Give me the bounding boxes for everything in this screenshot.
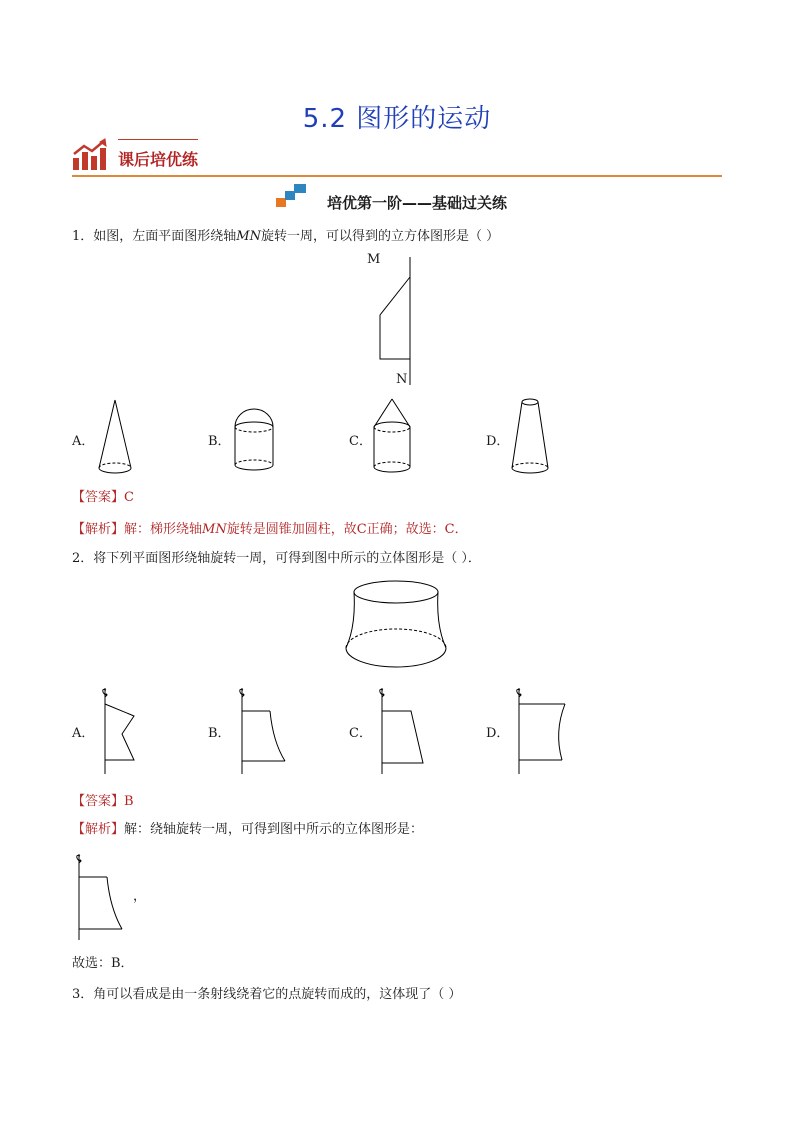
q2-option-d-shape (512, 684, 572, 776)
page-title: 5.2 图形的运动 (302, 104, 492, 134)
q1-stem-tail: 旋转一周，可以得到的立方体图形是（ ） (260, 229, 500, 244)
q1-answer (72, 486, 134, 505)
q1-stem: 1．如图，左面平面图形绕轴 (72, 229, 237, 244)
q2-conclusion: 故选：B． (72, 956, 134, 971)
q1-analysis-axis: MN (202, 522, 227, 537)
q1-answer-value: C (124, 490, 134, 505)
section-heading (0, 192, 794, 213)
q1-option-b: B． (208, 434, 231, 449)
q2-stem: 2．将下列平面图形绕轴旋转一周，可得到图中所示的立体图形是（ ）． (72, 551, 481, 566)
q2-solid-figure (340, 578, 455, 673)
q2-analysis (72, 821, 423, 839)
q2-option-a: A． (72, 726, 95, 741)
q2-option-c-shape (375, 684, 430, 776)
q2-answer (72, 790, 134, 809)
q1-option-a: A． (72, 434, 95, 449)
header-rule (72, 175, 722, 177)
q1-option-c: C． (349, 434, 372, 449)
q1-hemisphere-cylinder-shape (232, 405, 276, 477)
q1-analysis-pre: 解：梯形绕轴 (124, 522, 203, 537)
q1-trapezoid-figure (370, 255, 420, 390)
q2-analysis-label: 【解析】 (72, 822, 125, 837)
q1-analysis-label: 【解析】 (72, 522, 125, 537)
brand-label: 课后培优练 (118, 150, 199, 169)
label-n: N (396, 372, 408, 387)
q1-analysis (72, 518, 468, 537)
q1-axis: MN (236, 229, 261, 244)
section-heading-text: 培优第一阶——基础过关练 (326, 194, 507, 212)
brand-line (118, 139, 198, 140)
q2-answer-value: B (124, 794, 134, 809)
q2-option-d: D． (486, 726, 510, 741)
q1-cone-shape (95, 398, 135, 478)
q2-option-b-shape (235, 684, 290, 776)
q1-frustum-shape (508, 396, 552, 480)
q1-option-d: D． (486, 434, 510, 449)
q2-analysis-text: 解：绕轴旋转一周，可得到图中所示的立体图形是： (124, 822, 424, 837)
q1-cone-cylinder-shape (370, 397, 414, 479)
q2-answer-label: 【答案】 (72, 794, 125, 809)
q2-option-c: C． (349, 726, 372, 741)
trend-chart-icon (72, 138, 108, 172)
label-m: M (367, 252, 381, 267)
q2-solution-comma: ， (133, 889, 147, 904)
q1-analysis-post: 旋转是圆锥加圆柱，故C正确；故选：C． (226, 522, 468, 537)
q2-option-a-shape (98, 684, 138, 776)
q2-solution-shape (72, 850, 132, 942)
q2-option-b: B． (208, 726, 231, 741)
q1-answer-label: 【答案】 (72, 490, 125, 505)
question-1-stem (72, 228, 499, 246)
q3-stem: 3．角可以看成是由一条射线绕着它的点旋转而成的，这体现了（ ） (72, 987, 462, 1002)
